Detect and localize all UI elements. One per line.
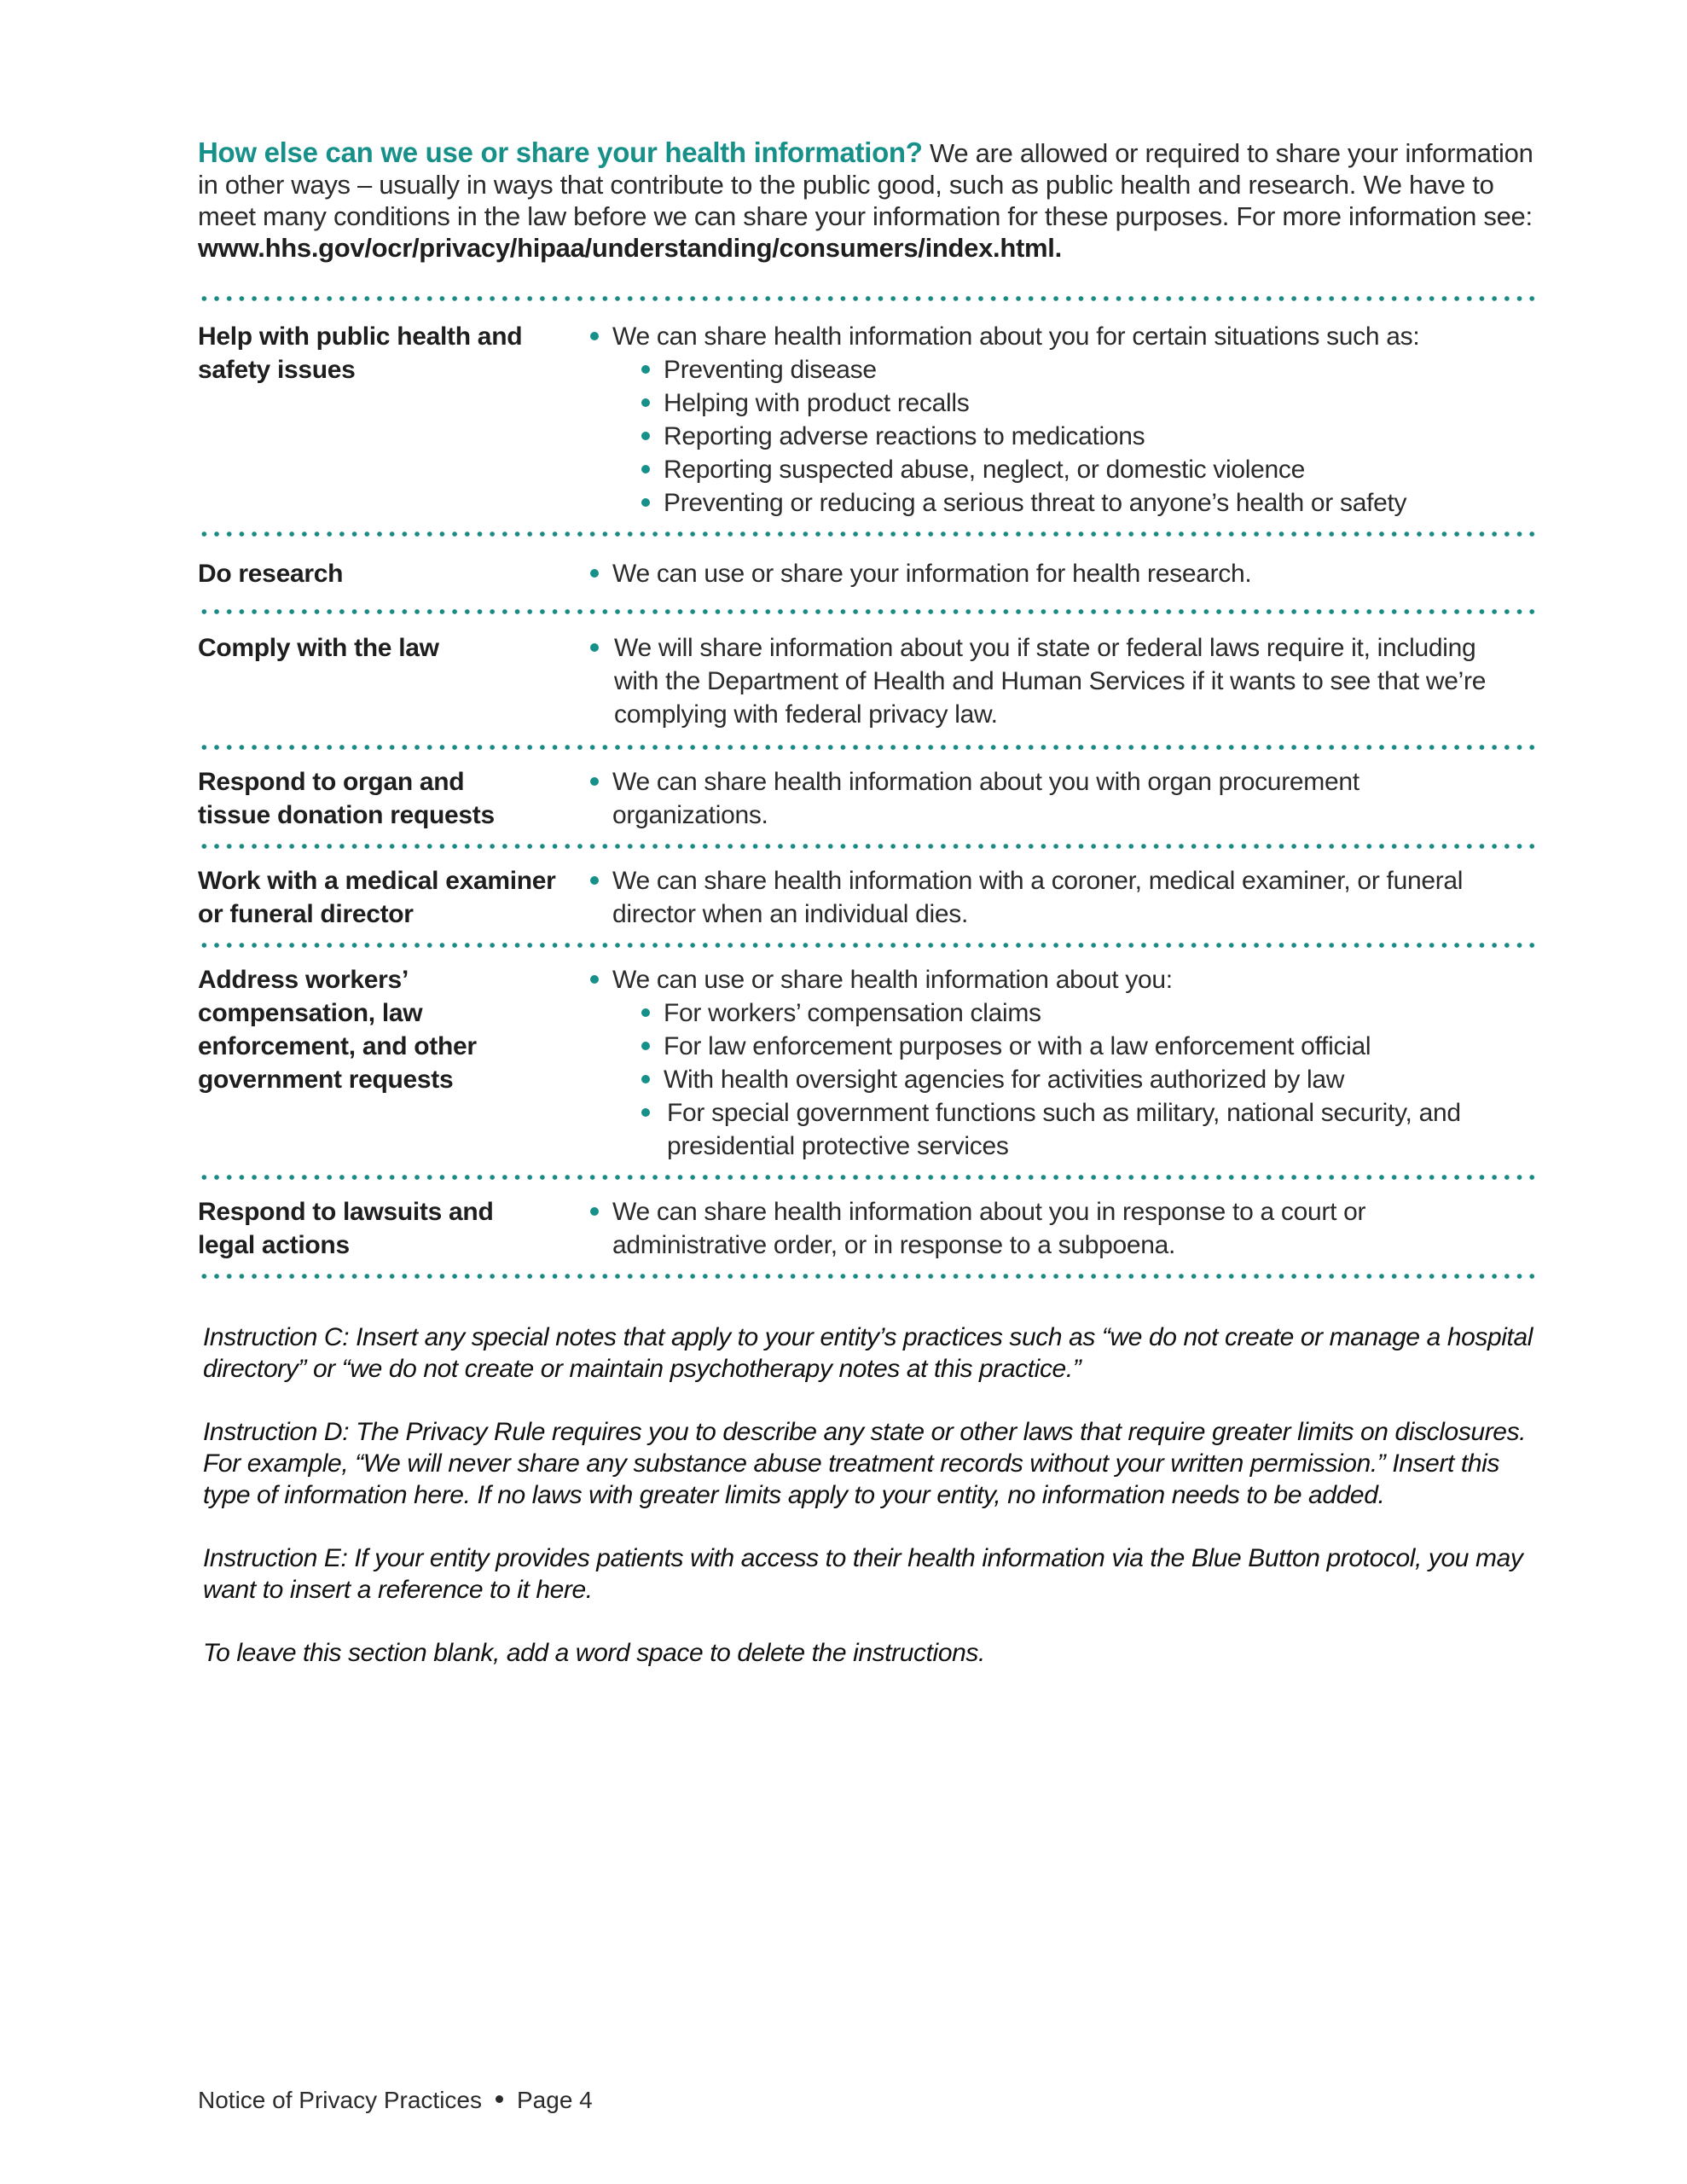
bullet-icon	[590, 643, 599, 652]
instruction-d: Instruction D: The Privacy Rule requires you to describe any state or other laws that require greater limits on disclosures. For example, “We will never share any substance abuse treatment records without your written permission.” Insert this type of information here. If no laws with greater limits apply to your entity, no information needs to be added.	[203, 1418, 1527, 1509]
table-row-comply-law	[198, 614, 1540, 745]
sub-list-item: For law enforcement purposes or with a law enforcement official	[641, 1030, 1540, 1063]
bullet-icon	[641, 1008, 650, 1017]
intro-paragraph	[198, 136, 1540, 264]
row-body	[590, 557, 1540, 590]
list-item: We can share health information with a coroner, medical examiner, or funeral director when an individual dies.	[590, 864, 1540, 931]
row-body	[590, 1195, 1540, 1262]
bullet-icon	[590, 975, 599, 984]
table-row-government-requests	[198, 948, 1540, 1175]
row-label: Respond to organ and tissue donation requests	[198, 768, 495, 829]
bullet-icon	[641, 365, 650, 374]
row-label: Help with public health and safety issues	[198, 322, 523, 384]
bullet-icon	[641, 1108, 650, 1117]
bullet-icon	[590, 569, 599, 578]
table-row-medical-examiner	[198, 849, 1540, 943]
instructions-block	[203, 1321, 1533, 1669]
row-label: Do research	[198, 560, 344, 588]
row-body	[590, 963, 1540, 1163]
sub-list-item: Preventing disease	[641, 353, 1540, 386]
table-row-lawsuits	[198, 1180, 1540, 1274]
dotted-divider	[198, 1274, 1540, 1279]
list-item: We will share information about you if state or federal laws require it, including with the Department of Health and Human Services if it wants to see that we’re complying with federal privacy law.	[590, 631, 1506, 731]
sub-list-item: For workers’ compensation claims	[641, 996, 1540, 1030]
sub-list-item: With health oversight agencies for activities authorized by law	[641, 1063, 1540, 1096]
bullet-icon	[590, 1207, 599, 1216]
bullet-icon	[590, 777, 599, 786]
list-item: We can use or share health information about you:	[590, 963, 1540, 996]
sub-list-item: Preventing or reducing a serious threat to anyone’s health or safety	[641, 486, 1540, 520]
table-row-research	[198, 537, 1540, 609]
bullet-icon	[641, 465, 650, 473]
document-page	[198, 136, 1540, 1700]
row-label: Address workers’ compensation, law enforcement, and other government requests	[198, 966, 477, 1094]
row-body	[590, 765, 1540, 832]
bullet-separator-icon	[496, 2095, 503, 2103]
row-label: Comply with the law	[198, 634, 439, 662]
instruction-blank-note: To leave this section blank, add a word space to delete the instructions.	[203, 1639, 985, 1667]
instruction-c: Instruction C: Insert any special notes that apply to your entity’s practices such as “we do not create or manage a hospital directory” or “we do not create or maintain psychotherapy notes at this practice.”	[203, 1323, 1533, 1383]
hhs-url-link[interactable]: www.hhs.gov/ocr/privacy/hipaa/understanding/consumers/index.html.	[198, 233, 1062, 263]
sub-list-item: Reporting adverse reactions to medications	[641, 420, 1540, 453]
bullet-icon	[641, 432, 650, 440]
row-body	[590, 864, 1540, 931]
footer-title: Notice of Privacy Practices	[198, 2087, 482, 2113]
intro-text: We are allowed or required to share your information in other ways – usually in ways that contribute to the public good, such as public health and research. We have to meet many conditions in the law before we can share your information for these purposes. For more information see:	[198, 138, 1533, 231]
list-item: We can share health information about you with organ procurement organizations.	[590, 765, 1446, 832]
row-body	[590, 320, 1540, 520]
row-label: Work with a medical examiner or funeral director	[198, 867, 556, 928]
bullet-icon	[590, 876, 599, 885]
bullet-icon	[641, 1075, 650, 1083]
page-footer	[198, 2087, 593, 2114]
table-row-public-health	[198, 301, 1540, 531]
page-number: Page 4	[517, 2087, 593, 2113]
sub-list-item: Helping with product recalls	[641, 386, 1540, 420]
table-row-organ-donation	[198, 750, 1540, 844]
row-label: Respond to lawsuits and legal actions	[198, 1198, 494, 1259]
bullet-icon	[641, 1042, 650, 1050]
bullet-icon	[641, 498, 650, 507]
bullet-icon	[641, 398, 650, 407]
section-heading: How else can we use or share your health information?	[198, 136, 923, 168]
row-body	[590, 631, 1540, 731]
list-item: We can use or share your information for health research.	[590, 557, 1540, 590]
bullet-icon	[590, 332, 599, 340]
sub-list-item: Reporting suspected abuse, neglect, or domestic violence	[641, 453, 1540, 486]
list-item: We can share health information about you in response to a court or administrative order, or in response to a subpoena.	[590, 1195, 1446, 1262]
list-item: We can share health information about you for certain situations such as:	[590, 320, 1540, 353]
instruction-e: Instruction E: If your entity provides patients with access to their health information via the Blue Button protocol, you may want to insert a reference to it here.	[203, 1544, 1523, 1604]
sub-list-item: For special government functions such as military, national security, and presidential protective services	[641, 1096, 1540, 1163]
